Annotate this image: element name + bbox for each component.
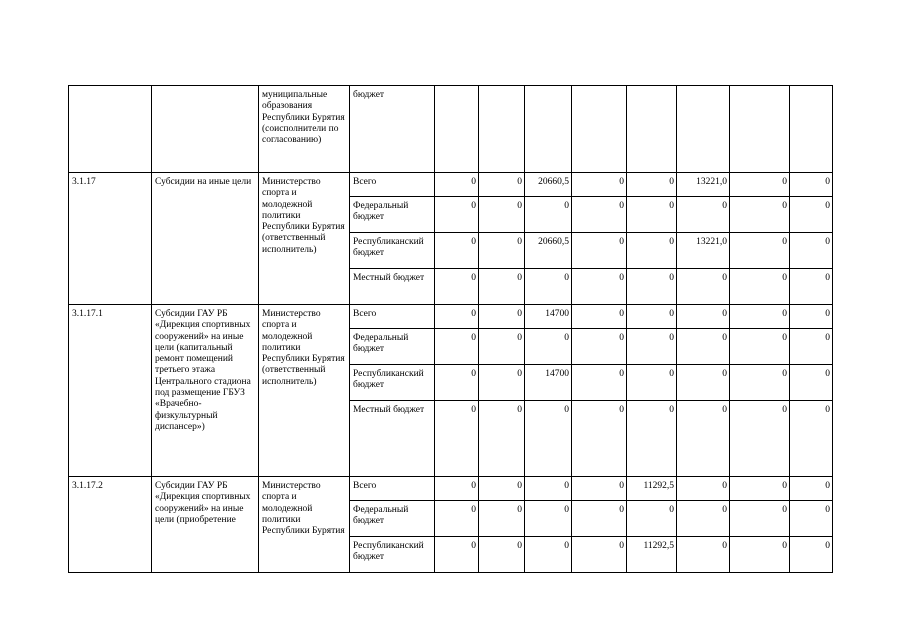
value-cell: 0: [479, 269, 525, 305]
value-cell: 13221,0: [677, 173, 730, 197]
value-cell: 0: [479, 305, 525, 329]
value-cell: 0: [790, 477, 833, 501]
value-cell: 0: [627, 501, 677, 537]
value-cell: 0: [677, 365, 730, 401]
value-cell: 0: [730, 233, 790, 269]
value-cell: 0: [627, 329, 677, 365]
value-cell: 0: [677, 401, 730, 477]
value-cell: 0: [790, 233, 833, 269]
value-cell: 0: [677, 305, 730, 329]
value-cell: 0: [525, 501, 572, 537]
name-cell: Субсидии на иные цели: [152, 173, 259, 305]
value-cell: 0: [435, 537, 479, 573]
code-cell: [69, 86, 152, 173]
source-cell: Республиканский бюджет: [350, 233, 435, 269]
value-cell: [730, 86, 790, 173]
source-cell: Республиканский бюджет: [350, 365, 435, 401]
name-cell: [152, 86, 259, 173]
value-cell: 13221,0: [677, 233, 730, 269]
value-cell: 0: [572, 501, 627, 537]
value-cell: 0: [435, 365, 479, 401]
value-cell: 0: [572, 233, 627, 269]
value-cell: 0: [790, 329, 833, 365]
value-cell: 0: [730, 269, 790, 305]
value-cell: 0: [572, 477, 627, 501]
source-cell: Всего: [350, 173, 435, 197]
value-cell: 0: [790, 537, 833, 573]
value-cell: [627, 86, 677, 173]
value-cell: 0: [525, 477, 572, 501]
table-row: [69, 477, 833, 501]
executor-cell: Министерство спорта и молодежной политики Республики Бурятия (ответственный исполнитель): [259, 173, 350, 305]
code-cell: 3.1.17: [69, 173, 152, 305]
value-cell: 0: [479, 233, 525, 269]
code-cell: 3.1.17.1: [69, 305, 152, 477]
value-cell: 0: [435, 269, 479, 305]
name-cell: Субсидии ГАУ РБ «Дирекция спортивных сооружений» на иные цели (приобретение: [152, 477, 259, 573]
source-cell: Федеральный бюджет: [350, 501, 435, 537]
value-cell: 0: [572, 365, 627, 401]
value-cell: 0: [790, 173, 833, 197]
budget-table: [68, 85, 833, 573]
table-row: [69, 173, 833, 197]
value-cell: 0: [572, 269, 627, 305]
source-cell: Всего: [350, 305, 435, 329]
value-cell: 0: [479, 477, 525, 501]
value-cell: 0: [730, 501, 790, 537]
value-cell: 0: [730, 365, 790, 401]
value-cell: 0: [730, 173, 790, 197]
value-cell: 0: [479, 329, 525, 365]
value-cell: 0: [572, 329, 627, 365]
value-cell: 0: [677, 537, 730, 573]
value-cell: 0: [572, 197, 627, 233]
value-cell: 0: [627, 401, 677, 477]
value-cell: 0: [627, 269, 677, 305]
source-cell: Федеральный бюджет: [350, 329, 435, 365]
value-cell: 0: [790, 365, 833, 401]
executor-cell: Министерство спорта и молодежной политики Республики Бурятия (ответственный исполнитель): [259, 305, 350, 477]
value-cell: 0: [627, 233, 677, 269]
value-cell: 0: [435, 197, 479, 233]
source-cell: Республиканский бюджет: [350, 537, 435, 573]
value-cell: 0: [525, 537, 572, 573]
value-cell: [572, 86, 627, 173]
value-cell: 0: [479, 197, 525, 233]
value-cell: 20660,5: [525, 233, 572, 269]
table-body: [69, 86, 833, 573]
value-cell: 0: [790, 305, 833, 329]
value-cell: 11292,5: [627, 477, 677, 501]
value-cell: 0: [677, 269, 730, 305]
value-cell: 0: [479, 501, 525, 537]
source-cell: Местный бюджет: [350, 269, 435, 305]
value-cell: 0: [479, 537, 525, 573]
value-cell: 0: [677, 501, 730, 537]
value-cell: 14700: [525, 365, 572, 401]
value-cell: 0: [730, 329, 790, 365]
value-cell: 0: [730, 197, 790, 233]
value-cell: 0: [435, 501, 479, 537]
value-cell: 20660,5: [525, 173, 572, 197]
value-cell: 0: [435, 329, 479, 365]
value-cell: 0: [479, 401, 525, 477]
value-cell: [525, 86, 572, 173]
value-cell: 0: [627, 365, 677, 401]
source-cell: Местный бюджет: [350, 401, 435, 477]
value-cell: 0: [790, 501, 833, 537]
source-cell: бюджет: [350, 86, 435, 173]
value-cell: 0: [435, 477, 479, 501]
code-cell: 3.1.17.2: [69, 477, 152, 573]
value-cell: 0: [730, 401, 790, 477]
value-cell: 0: [730, 537, 790, 573]
value-cell: 14700: [525, 305, 572, 329]
value-cell: 0: [790, 401, 833, 477]
value-cell: 0: [790, 269, 833, 305]
value-cell: 0: [677, 197, 730, 233]
table-row-top: [69, 86, 833, 173]
value-cell: 0: [790, 197, 833, 233]
value-cell: 0: [525, 329, 572, 365]
value-cell: 0: [525, 269, 572, 305]
value-cell: 0: [479, 365, 525, 401]
value-cell: 0: [435, 233, 479, 269]
value-cell: 0: [627, 197, 677, 233]
value-cell: 11292,5: [627, 537, 677, 573]
source-cell: Федеральный бюджет: [350, 197, 435, 233]
value-cell: [479, 86, 525, 173]
value-cell: 0: [572, 305, 627, 329]
value-cell: 0: [479, 173, 525, 197]
executor-cell: муниципальные образования Республики Бурятия (соисполнители по согласованию): [259, 86, 350, 173]
value-cell: 0: [730, 305, 790, 329]
value-cell: 0: [572, 173, 627, 197]
source-cell: Всего: [350, 477, 435, 501]
value-cell: 0: [435, 305, 479, 329]
value-cell: 0: [627, 173, 677, 197]
value-cell: [435, 86, 479, 173]
value-cell: 0: [435, 173, 479, 197]
table-row: [69, 305, 833, 329]
value-cell: [790, 86, 833, 173]
value-cell: 0: [677, 477, 730, 501]
value-cell: 0: [627, 305, 677, 329]
value-cell: 0: [572, 401, 627, 477]
value-cell: 0: [435, 401, 479, 477]
value-cell: 0: [730, 477, 790, 501]
value-cell: 0: [525, 401, 572, 477]
value-cell: [677, 86, 730, 173]
value-cell: 0: [572, 537, 627, 573]
executor-cell: Министерство спорта и молодежной политики Республики Бурятия: [259, 477, 350, 573]
name-cell: Субсидии ГАУ РБ «Дирекция спортивных сооружений» на иные цели (капитальный ремонт помещений третьего этажа Центрального стадиона под размещение ГБУЗ «Врачебно-физкультурный диспансер»): [152, 305, 259, 477]
value-cell: 0: [677, 329, 730, 365]
value-cell: 0: [525, 197, 572, 233]
